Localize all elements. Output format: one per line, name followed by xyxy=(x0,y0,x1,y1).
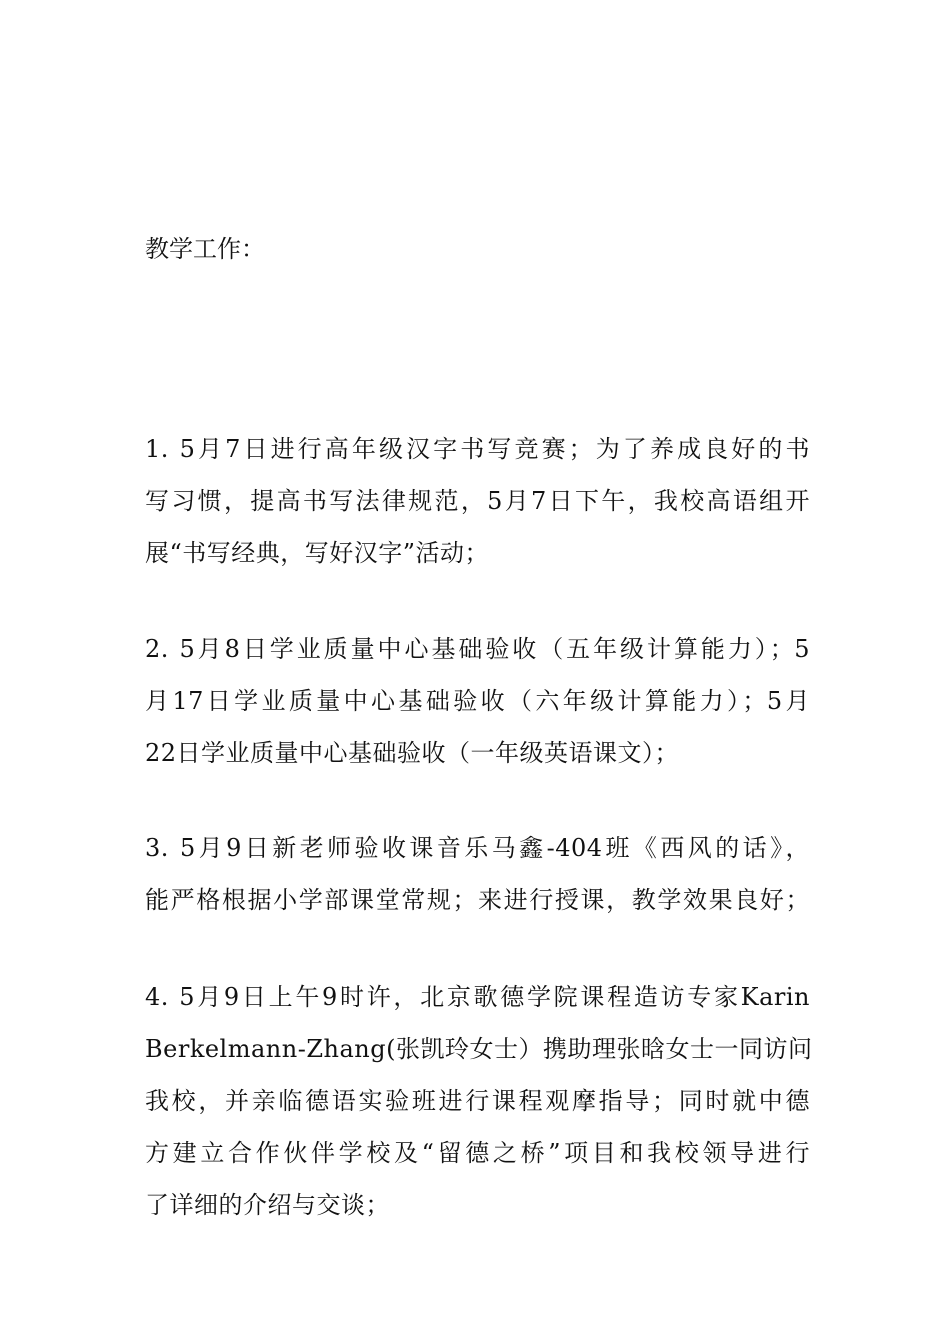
list-item-3 xyxy=(145,822,810,926)
item-2-line-3: 22日学业质量中心基础验收（一年级英语课文）； xyxy=(145,739,680,767)
item-4-line-4: 方建立合作伙伴学校及“留德之桥”项目和我校领导进行 xyxy=(145,1139,810,1167)
item-1-line-1: 1. 5月7日进行高年级汉字书写竞赛；为了养成良好的书 xyxy=(145,435,810,463)
item-4-line-3: 我校，并亲临德语实验班进行课程观摩指导；同时就中德 xyxy=(145,1087,810,1115)
item-1-line-2: 写习惯，提高书写法律规范，5月7日下午，我校高语组开 xyxy=(145,487,810,515)
list-item-4 xyxy=(145,971,813,1231)
item-4-line-5: 了详细的介绍与交谈； xyxy=(145,1191,390,1219)
item-4-line-1: 4. 5月9日上午9时许，北京歌德学院课程造访专家Karin xyxy=(145,983,810,1011)
section-heading: 教学工作： xyxy=(145,235,265,263)
list-item-2 xyxy=(145,623,810,779)
list-item-1 xyxy=(145,423,810,579)
item-2-line-2: 月17日学业质量中心基础验收（六年级计算能力）；5月 xyxy=(145,687,810,715)
item-2-line-1: 2. 5月8日学业质量中心基础验收（五年级计算能力）；5 xyxy=(145,635,810,663)
item-3-line-2: 能严格根据小学部课堂常规；来进行授课，教学效果良好； xyxy=(145,886,810,914)
item-1-line-3: 展“书写经典，写好汉字”活动； xyxy=(145,539,490,567)
item-3-line-1: 3. 5月9日新老师验收课音乐马鑫-404班《西风的话》， xyxy=(145,834,810,862)
item-4-line-2: Berkelmann-Zhang(张凯玲女士）携助理张晗女士一同访问 xyxy=(145,1035,813,1063)
